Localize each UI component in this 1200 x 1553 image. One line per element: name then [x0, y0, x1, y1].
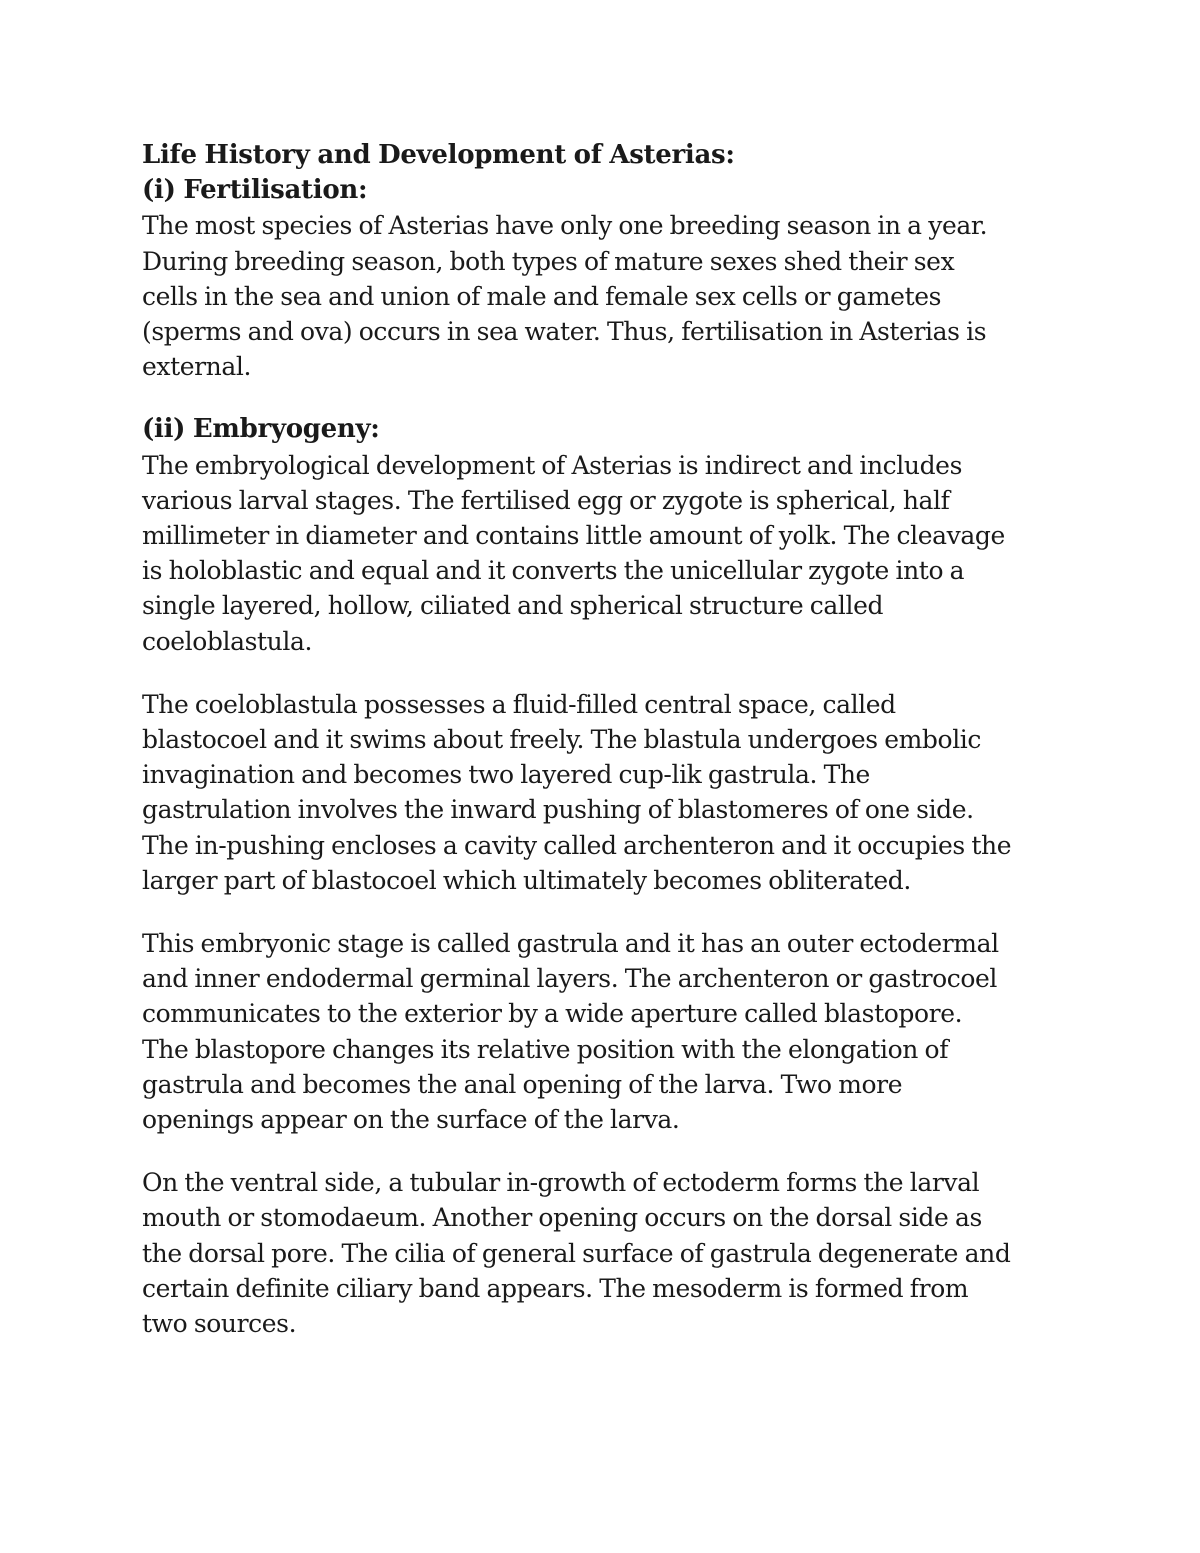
text-line: and inner endodermal germinal layers. The archenteron or gastrocoel	[142, 964, 998, 994]
text-line: gastrulation involves the inward pushing of blastomeres of one side.	[142, 795, 974, 825]
text-line: The most species of Asterias have only one breeding season in a year.	[142, 211, 988, 241]
text-line: cells in the sea and union of male and female sex cells or gametes	[142, 281, 942, 311]
text-line: single layered, hollow, ciliated and spherical structure called	[142, 591, 884, 621]
text-line: coeloblastula.	[142, 626, 313, 656]
paragraph-embryogeny-4	[142, 1165, 1072, 1341]
text-line: larger part of blastocoel which ultimately becomes obliterated.	[142, 865, 911, 895]
document-page	[142, 138, 1072, 1341]
text-line: This embryonic stage is called gastrula and it has an outer ectodermal	[142, 929, 999, 959]
text-line: mouth or stomodaeum. Another opening occurs on the dorsal side as	[142, 1203, 982, 1233]
text-line: gastrula and becomes the anal opening of the larva. Two more	[142, 1069, 903, 1099]
text-line: (sperms and ova) occurs in sea water. Thus, fertilisation in Asterias is	[142, 317, 987, 347]
paragraph-embryogeny-2	[142, 687, 1072, 898]
text-line: communicates to the exterior by a wide aperture called blastopore.	[142, 999, 963, 1029]
text-line: two sources.	[142, 1309, 297, 1339]
text-line: is holoblastic and equal and it converts the unicellular zygote into a	[142, 556, 965, 586]
text-line: During breeding season, both types of mature sexes shed their sex	[142, 246, 955, 276]
text-line: The blastopore changes its relative position with the elongation of	[142, 1034, 949, 1064]
text-line: blastocoel and it swims about freely. The blastula undergoes embolic	[142, 725, 981, 755]
text-line: The coeloblastula possesses a fluid-filled central space, called	[142, 689, 896, 719]
text-line: external.	[142, 352, 252, 382]
text-line: The in-pushing encloses a cavity called archenteron and it occupies the	[142, 830, 1012, 860]
paragraph-embryogeny-1	[142, 448, 1072, 659]
text-line: The embryological development of Asterias is indirect and includes	[142, 450, 962, 480]
section-heading-embryogeny: (ii) Embryogeny:	[142, 414, 380, 445]
paragraph-fertilisation	[142, 208, 1072, 384]
paragraph-embryogeny-3	[142, 926, 1072, 1137]
section-heading-fertilisation: (i) Fertilisation:	[142, 175, 368, 206]
text-line: On the ventral side, a tubular in-growth of ectoderm forms the larval	[142, 1168, 980, 1198]
text-line: invagination and becomes two layered cup-lik gastrula. The	[142, 760, 870, 790]
text-line: the dorsal pore. The cilia of general surface of gastrula degenerate and	[142, 1238, 1011, 1268]
text-line: openings appear on the surface of the larva.	[142, 1105, 680, 1135]
document-title: Life History and Development of Asterias:	[142, 140, 735, 170]
text-line: certain definite ciliary band appears. The mesoderm is formed from	[142, 1273, 969, 1303]
text-line: various larval stages. The fertilised egg or zygote is spherical, half	[142, 485, 950, 515]
text-line: millimeter in diameter and contains little amount of yolk. The cleavage	[142, 521, 1005, 551]
